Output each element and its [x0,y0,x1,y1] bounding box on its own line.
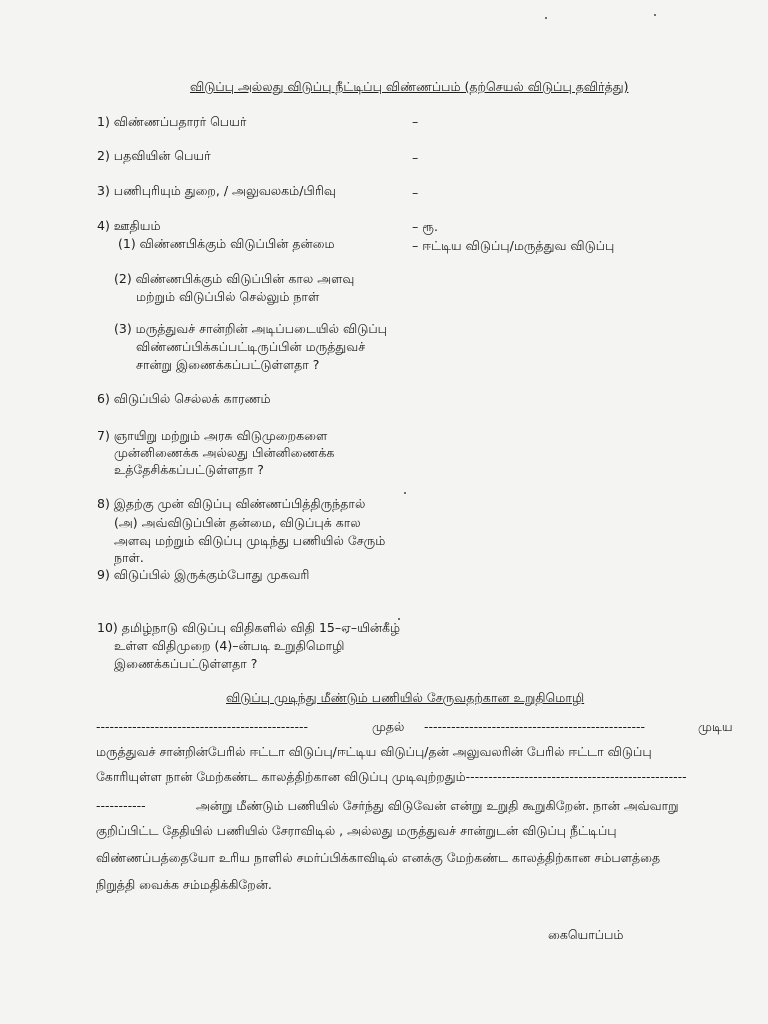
item-4-value: – ரூ. [412,219,438,234]
item-4-label: 4) ஊதியம் [97,218,161,233]
scan-speck [404,492,406,494]
item-8-line-3: அளவு மற்றும் விடுப்பு முடிந்து பணியில் சேரும் [114,533,386,548]
undertaking-line-7: நிறுத்தி வைக்க சம்மதிக்கிறேன். [96,877,272,892]
from-word: முதல் [372,719,405,734]
undertaking-line-4: அன்று மீண்டும் பணியில் சேர்ந்து விடுவேன் என்று உறுதி கூறுகிறேன். நான் அவ்வாறு [196,798,679,813]
item-7-line-1: 7) ஞாயிறு மற்றும் அரசு விடுமுறைகளை [97,428,328,443]
item-9-label: 9) விடுப்பில் இருக்கும்போது முகவரி [97,567,310,582]
item-1-label: 1) விண்ணப்பதாரர் பெயர் [97,114,247,129]
undertaking-line-2: மருத்துவச் சான்றின்பேரில் ஈட்டா விடுப்பு/ஈட்டிய விடுப்பு/தன் அலுவலரின் பேரில் ஈட்டா விடுப்பு [96,744,652,759]
item-8-line-4: நாள். [114,550,144,565]
item-10-line-1: 10) தமிழ்நாடு விடுப்பு விதிகளில் விதி 15–ஏ–யின்கீழ் [97,620,401,635]
item-8-line-2: (அ) அவ்விடுப்பின் தன்மை, விடுப்புக் கால [114,515,361,530]
item-8-line-1: 8) இதற்கு முன் விடுப்பு விண்ணப்பித்திருந்தால் [97,496,366,511]
to-date-blank: ------------------------------------------------- [424,719,646,734]
item-10-line-3: இணைக்கப்பட்டுள்ளதா ? [114,656,258,671]
item-7-line-3: உத்தேசிக்கப்பட்டுள்ளதா ? [114,462,264,477]
scan-speck [654,14,656,16]
item-4-3-line-1: (3) மருத்துவச் சான்றின் அடிப்படையில் விடுப்பு [114,321,387,336]
item-4-1-label: (1) விண்ணபிக்கும் விடுப்பின் தன்மை [118,236,335,251]
item-1-value: – [412,114,419,129]
item-4-2-line-1: (2) விண்ணபிக்கும் விடுப்பின் கால அளவு [114,271,355,286]
scan-speck [545,17,547,19]
item-4-3-line-3: சான்று இணைக்கப்பட்டுள்ளதா ? [136,357,320,372]
undertaking-line-3: கோரியுள்ள நான் மேற்கண்ட காலத்திற்கான விடுப்பு முடிவுற்றதும்------------------------------------------------- [96,769,687,784]
undertaking-line-5: குறிப்பிட்ட தேதியில் பணியில் சேராவிடில் , அல்லது மருத்துவச் சான்றுடன் விடுப்பு நீட்டிப்பு [96,823,617,838]
item-4-3-line-2: விண்ணப்பிக்கப்பட்டிருப்பின் மருத்துவச் [136,339,366,354]
item-2-label: 2) பதவியின் பெயர் [97,148,211,163]
to-word: முடிய [698,719,733,734]
undertaking-title: விடுப்பு முடிந்து மீண்டும் பணியில் சேருவதற்கான உறுதிமொழி [226,690,585,705]
item-4-1-value: – ஈட்டிய விடுப்பு/மருத்துவ விடுப்பு [412,238,615,253]
item-7-line-2: முன்னிணைக்க அல்லது பின்னிணைக்க [114,445,335,460]
item-10-line-2: உள்ள விதிமுறை (4)–ன்படி உறுதிமொழி [114,638,345,653]
from-date-blank: ----------------------------------------------- [96,719,308,734]
item-3-label: 3) பணிபுரியும் துறை, / அலுவலகம்/பிரிவு [97,183,336,198]
form-title: விடுப்பு அல்லது விடுப்பு நீட்டிப்பு விண்ணப்பம் (தற்செயல் விடுப்பு தவிர்த்து) [190,79,629,94]
rejoin-date-blank: ----------- [96,798,146,813]
item-4-2-line-2: மற்றும் விடுப்பில் செல்லும் நாள் [136,289,320,304]
item-6-label: 6) விடுப்பில் செல்லக் காரணம் [97,391,271,406]
item-2-value: – [412,150,419,165]
item-3-value: – [412,185,419,200]
undertaking-line-6: விண்ணப்பத்தையோ உரிய நாளில் சமர்ப்பிக்காவிடில் எனக்கு மேற்கண்ட காலத்திற்கான சம்பளத்தை [96,850,661,865]
signature-label: கையொப்பம் [548,927,624,942]
